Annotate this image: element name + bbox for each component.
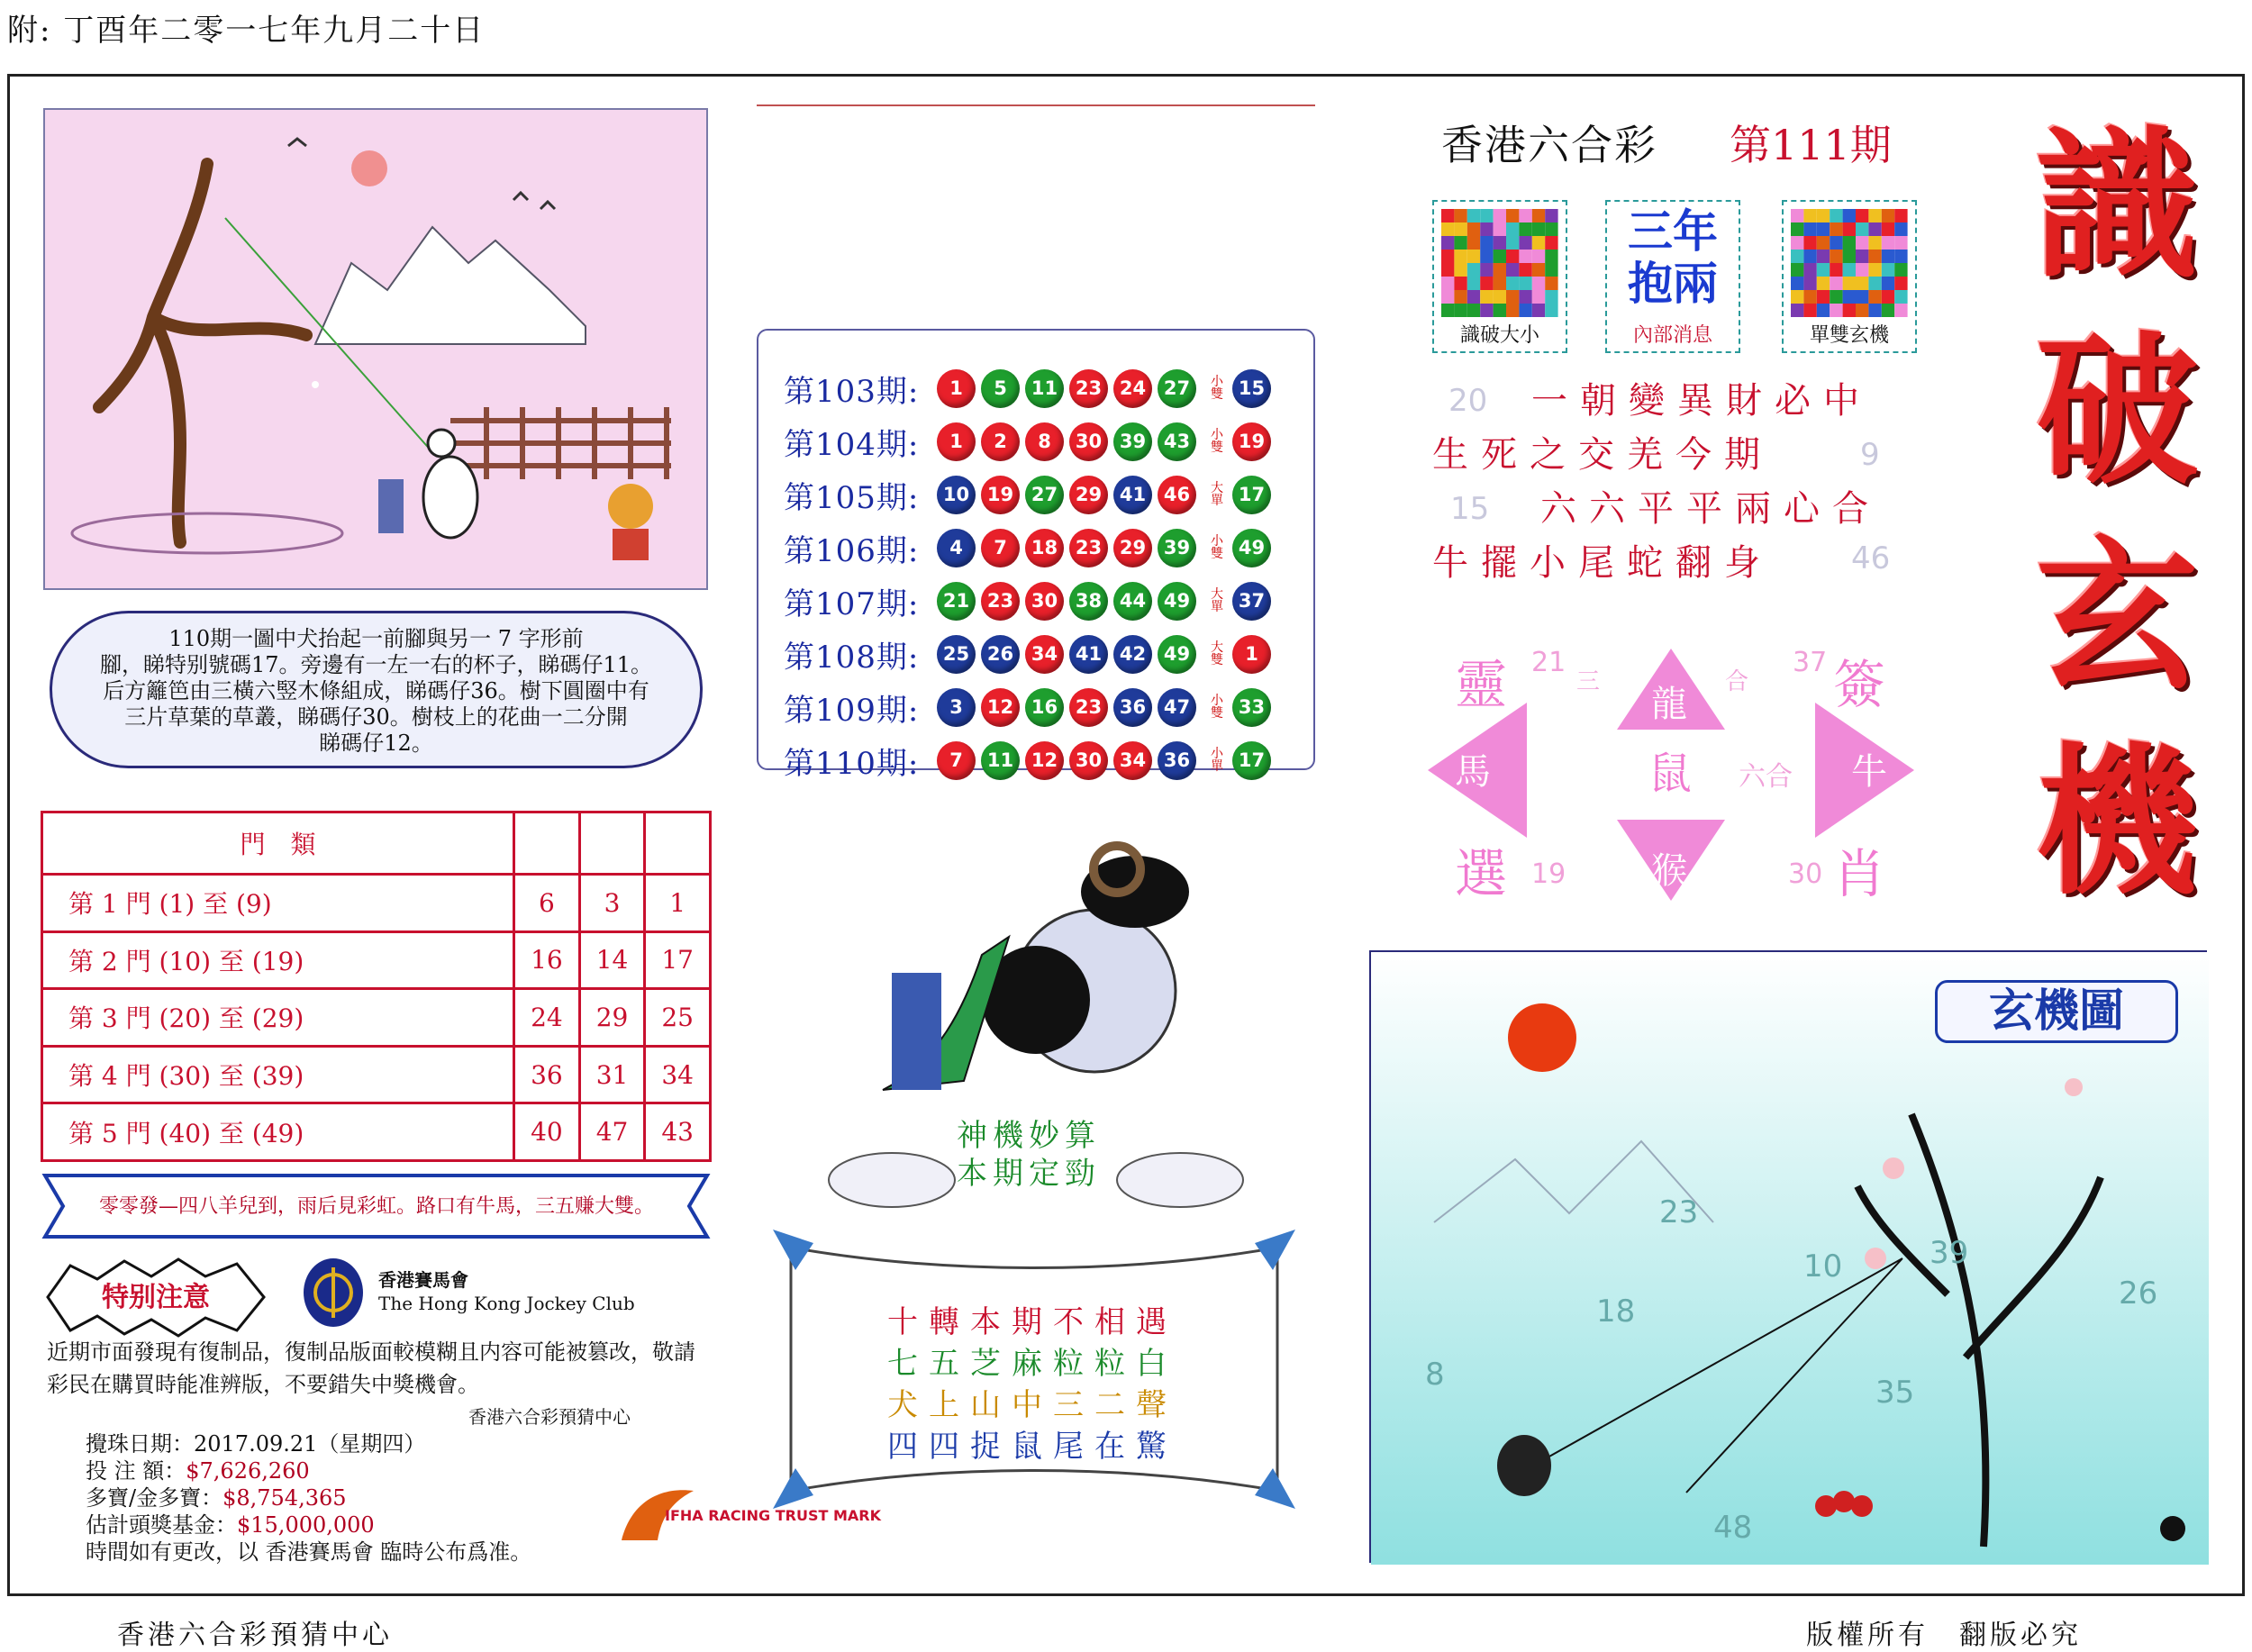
number-ball: 16: [1025, 688, 1064, 727]
number-ball: 43: [1158, 422, 1196, 461]
number-ball: 11: [981, 741, 1020, 780]
tile-caption: 識破大小: [1459, 324, 1539, 347]
issue-label: 第109期:: [784, 692, 920, 729]
tile-big-line: 三年: [1628, 205, 1718, 258]
issue-label: 第110期:: [784, 745, 920, 782]
number-ball: 30: [1025, 582, 1064, 621]
special-ball: 37: [1232, 582, 1271, 621]
size-parity-tag: [1205, 482, 1229, 507]
number-ball: 12: [981, 688, 1020, 727]
tile-big-line: 抱兩: [1628, 258, 1718, 310]
tag-size: 小: [1211, 747, 1223, 761]
divider: [757, 104, 1315, 106]
number-ball: 21: [937, 582, 976, 621]
door-label: 第 1 門 (1) 至 (9): [42, 875, 514, 932]
number-ball: 34: [1025, 635, 1064, 674]
door-value: 16: [514, 931, 580, 989]
compass-horse: 馬: [1455, 751, 1491, 793]
tag-size: 小: [1211, 428, 1223, 442]
explanation-line: 睇碼仔12。: [319, 731, 433, 756]
result-row: [784, 577, 1276, 624]
door-value: 43: [645, 1103, 711, 1161]
tile-big-text: [1611, 205, 1735, 318]
tag-size: 小: [1211, 534, 1223, 549]
dog-tree-illustration: [45, 110, 710, 592]
compass-corner: 靈: [1455, 654, 1508, 715]
poem-line: 四四捉鼠尾在驚: [887, 1429, 1177, 1465]
compass-num: 30: [1788, 858, 1823, 890]
xuanji-label: 玄機圖: [1935, 980, 2178, 1043]
special-ball: 49: [1232, 529, 1271, 567]
number-ball: 23: [1069, 369, 1108, 408]
notice-text: 近期市面發現有復制品，復制品版面較模糊且内容可能被篡改，敬請彩民在購買時能准辨版，不要錯失中獎機會。: [47, 1339, 695, 1397]
door-label: 第 3 門 (20) 至 (29): [42, 989, 514, 1047]
size-parity-tag: [1205, 429, 1229, 454]
pic-number: 8: [1425, 1357, 1445, 1393]
compass-corner: 肖: [1833, 843, 1886, 904]
number-ball: 19: [981, 476, 1020, 514]
compass-dragon: 龍: [1651, 684, 1687, 725]
big-title-char: 識: [2035, 111, 2198, 301]
tile-inside-news: [1605, 200, 1740, 353]
issue-label: 第105期:: [784, 479, 920, 516]
big-title-char: 玄: [2035, 522, 2198, 712]
result-row: [784, 365, 1276, 412]
prize-label: 估計頭獎基金：: [86, 1512, 237, 1538]
number-ball: 7: [981, 529, 1020, 567]
pic-number: 35: [1875, 1375, 1915, 1411]
riddle-line: 六六平平兩心合: [1540, 488, 1881, 530]
number-ball: 10: [937, 476, 976, 514]
issue-label: 第106期:: [784, 532, 920, 569]
number-ball: 44: [1113, 582, 1152, 621]
door-table: [41, 811, 712, 1162]
special-notice-badge: [43, 1257, 268, 1338]
number-ball: 47: [1158, 688, 1196, 727]
size-parity-tag: [1205, 694, 1229, 720]
issue-number: 第111期: [1730, 121, 1892, 169]
compass-rat: 鼠: [1648, 749, 1693, 799]
door-value: 14: [579, 931, 645, 989]
door-value: 3: [579, 875, 645, 932]
tag-parity: 雙: [1211, 547, 1223, 561]
number-ball: 7: [937, 741, 976, 780]
draw-info: [86, 1430, 531, 1566]
tag-parity: 雙: [1211, 440, 1223, 455]
footer-left: 香港六合彩預猜中心: [117, 1620, 393, 1651]
compass-num: 37: [1793, 647, 1828, 678]
door-value: 25: [645, 989, 711, 1047]
number-ball: 25: [937, 635, 976, 674]
number-ball: 27: [1158, 369, 1196, 408]
past-results-panel: [757, 329, 1315, 782]
number-ball: 46: [1158, 476, 1196, 514]
table-row: [42, 1046, 711, 1103]
number-ball: 27: [1025, 476, 1064, 514]
explanation-line: 后方籬笆由三橫六竪木條組成，睇碼仔36。樹下圓圈中有: [103, 678, 649, 703]
door-value: 24: [514, 989, 580, 1047]
number-ball: 3: [937, 688, 976, 727]
size-parity-tag: [1205, 376, 1229, 401]
door-value: 1: [645, 875, 711, 932]
door-label: 第 5 門 (40) 至 (49): [42, 1103, 514, 1161]
table-row: [42, 1103, 711, 1161]
mosaic-icon: [1441, 209, 1558, 317]
poem-line: 七五芝麻粒粒白: [887, 1346, 1177, 1382]
bet-value: $7,626,260: [186, 1458, 310, 1484]
mosaic-icon: [1791, 209, 1908, 317]
compass-corner: 簽: [1833, 654, 1886, 715]
prize-value: $15,000,000: [237, 1512, 375, 1538]
bet-label: 投 注 額：: [86, 1458, 186, 1484]
lottery-title: 香港六合彩: [1441, 121, 1657, 169]
number-ball: 12: [1025, 741, 1064, 780]
riddle-line: 牛擺小尾蛇翻身: [1432, 542, 1773, 584]
pic-number: 18: [1596, 1293, 1636, 1330]
number-ball: 34: [1113, 741, 1152, 780]
door-value: 36: [514, 1046, 580, 1103]
faint-number: 20: [1448, 383, 1488, 419]
number-ball: 2: [981, 422, 1020, 461]
tag-size: 大: [1211, 481, 1223, 495]
explanation-line: 三片草葉的草叢，睇碼仔30。樹枝上的花曲一二分開: [124, 704, 628, 730]
tile-caption: 單雙玄機: [1809, 324, 1889, 347]
shenji-line: 神機妙算: [957, 1118, 1101, 1154]
number-ball: 39: [1113, 422, 1152, 461]
date-line: 附: 丁酉年二零一七年九月二十日: [7, 13, 486, 49]
riddle-line: 生死之交羌今期: [1432, 434, 1773, 476]
col-header: [579, 812, 645, 875]
compass-num: 19: [1531, 858, 1566, 890]
col-header: [514, 812, 580, 875]
door-header: 門 類: [42, 812, 514, 875]
number-ball: 1: [937, 422, 976, 461]
number-ball: 49: [1158, 582, 1196, 621]
number-ball: 11: [1025, 369, 1064, 408]
zodiac-compass: [1419, 622, 1923, 919]
door-value: 40: [514, 1103, 580, 1161]
size-parity-tag: [1205, 535, 1229, 560]
door-value: 47: [579, 1103, 645, 1161]
door-value: 31: [579, 1046, 645, 1103]
jockey-club-name-cn: 香港賽馬會: [378, 1269, 468, 1291]
explanation-line: 110期一圖中犬抬起一前腳與另一 7 字形前: [168, 626, 584, 651]
pic-number: 10: [1803, 1248, 1843, 1284]
special-ball: 1: [1232, 635, 1271, 674]
number-ball: 5: [981, 369, 1020, 408]
tile-odd-even-hint: [1782, 200, 1917, 353]
door-value: 17: [645, 931, 711, 989]
size-parity-tag: [1205, 588, 1229, 613]
tag-size: 大: [1211, 640, 1223, 655]
tag-parity: 單: [1211, 759, 1223, 774]
number-ball: 41: [1069, 635, 1108, 674]
shenji-caption: [957, 1117, 1101, 1193]
door-value: 34: [645, 1046, 711, 1103]
riddle-explanation: [50, 611, 703, 768]
compass-ox: 牛: [1851, 751, 1887, 793]
multi-label: 多寶/金多寶：: [86, 1485, 223, 1511]
number-ball: 23: [1069, 529, 1108, 567]
tag-parity: 單: [1211, 494, 1223, 508]
number-ball: 4: [937, 529, 976, 567]
result-row: [784, 471, 1276, 518]
tile-size-hint: [1432, 200, 1567, 353]
tile-caption: 內部消息: [1632, 324, 1712, 347]
number-ball: 23: [981, 582, 1020, 621]
compass-liuhe: 六合: [1739, 761, 1793, 793]
notice-badge-text: 特别注意: [102, 1282, 210, 1313]
result-row: [784, 737, 1276, 784]
explanation-line: 腳，睇特别號碼17。旁邊有一左一右的杯子，睇碼仔11。: [99, 652, 653, 677]
tag-parity: 雙: [1211, 387, 1223, 402]
rooster-tree-illustration: [1371, 952, 2209, 1565]
big-title-char: 機: [2035, 727, 2198, 917]
faint-number: 46: [1851, 540, 1891, 576]
ifha-text: IFHA RACING TRUST MARK: [665, 1507, 881, 1524]
tag-size: 大: [1211, 587, 1223, 602]
number-ball: 38: [1069, 582, 1108, 621]
draw-date-label: 攪珠日期：: [86, 1431, 194, 1457]
col-header: [645, 812, 711, 875]
number-ball: 26: [981, 635, 1020, 674]
result-row: [784, 684, 1276, 731]
table-row: [42, 931, 711, 989]
big-title-char: 破: [2035, 316, 2198, 506]
number-ball: 24: [1113, 369, 1152, 408]
pic-number: 23: [1659, 1194, 1699, 1230]
riddle-picture: [43, 108, 708, 590]
draw-note: 時間如有更改，以 香港賽馬會 臨時公布爲准。: [86, 1539, 532, 1565]
faint-number: 15: [1450, 491, 1490, 527]
notice-signature: 香港六合彩預猜中心: [468, 1406, 631, 1428]
issue-label: 第107期:: [784, 585, 920, 622]
number-ball: 29: [1113, 529, 1152, 567]
pic-number: 39: [1930, 1235, 1969, 1271]
number-ball: 8: [1025, 422, 1064, 461]
footer-right: 版權所有 翻版必究: [1806, 1620, 2082, 1651]
poem: [887, 1302, 1177, 1467]
door-label: 第 4 門 (30) 至 (39): [42, 1046, 514, 1103]
number-ball: 1: [937, 369, 976, 408]
special-ball: 19: [1232, 422, 1271, 461]
faint-number: 9: [1860, 437, 1880, 473]
tag-parity: 單: [1211, 600, 1223, 614]
door-value: 29: [579, 989, 645, 1047]
ifha-logo-icon: [613, 1477, 881, 1549]
table-row: [42, 989, 711, 1047]
table-row: [42, 875, 711, 932]
number-ball: 39: [1158, 529, 1196, 567]
shenji-line: 本期定勁: [957, 1156, 1101, 1192]
number-ball: 49: [1158, 635, 1196, 674]
big-title: [1991, 104, 2243, 925]
number-ball: 36: [1158, 741, 1196, 780]
issue-label: 第103期:: [784, 373, 920, 410]
tag-parity: 雙: [1211, 653, 1223, 667]
special-ball: 33: [1232, 688, 1271, 727]
tag-size: 小: [1211, 375, 1223, 389]
special-ball: 17: [1232, 476, 1271, 514]
number-ball: 41: [1113, 476, 1152, 514]
compass-san: 三: [1576, 668, 1601, 695]
pic-number: 48: [1713, 1510, 1753, 1546]
riddle-line: 一朝變異財必中: [1531, 380, 1872, 422]
result-row: [784, 524, 1276, 571]
door-value: 6: [514, 875, 580, 932]
pic-number: 26: [2119, 1275, 2158, 1312]
number-ball: 23: [1069, 688, 1108, 727]
number-ball: 18: [1025, 529, 1064, 567]
door-label: 第 2 門 (10) 至 (19): [42, 931, 514, 989]
jockey-club-name-en: The Hong Kong Jockey Club: [378, 1293, 635, 1314]
tag-size: 小: [1211, 694, 1223, 708]
size-parity-tag: [1205, 748, 1229, 773]
poem-line: 犬上山中三二聲: [887, 1387, 1177, 1423]
compass-monkey: 猴: [1651, 850, 1687, 892]
number-ball: 30: [1069, 741, 1108, 780]
compass-corner: 選: [1455, 843, 1508, 904]
compass-he: 合: [1725, 668, 1749, 695]
number-ball: 29: [1069, 476, 1108, 514]
draw-date-value: 2017.09.21（星期四）: [194, 1431, 426, 1457]
poem-line: 十轉本期不相遇: [887, 1304, 1177, 1340]
number-ball: 36: [1113, 688, 1152, 727]
riddle-verse: [1432, 374, 1881, 590]
issue-label: 第104期:: [784, 426, 920, 463]
multi-value: $8,754,365: [222, 1485, 347, 1511]
special-ball: 17: [1232, 741, 1271, 780]
tag-parity: 雙: [1211, 706, 1223, 721]
result-row: [784, 631, 1276, 677]
size-parity-tag: [1205, 641, 1229, 667]
number-ball: 30: [1069, 422, 1108, 461]
number-ball: 42: [1113, 635, 1152, 674]
compass-num: 21: [1531, 647, 1566, 678]
jockey-club-logo-icon: [302, 1257, 365, 1329]
special-ball: 15: [1232, 369, 1271, 408]
issue-label: 第108期:: [784, 639, 920, 676]
ribbon-text: 零零發—四八羊兒到，雨后見彩虹。路口有牛馬，三五赚大雙。: [99, 1195, 655, 1218]
result-row: [784, 418, 1276, 465]
